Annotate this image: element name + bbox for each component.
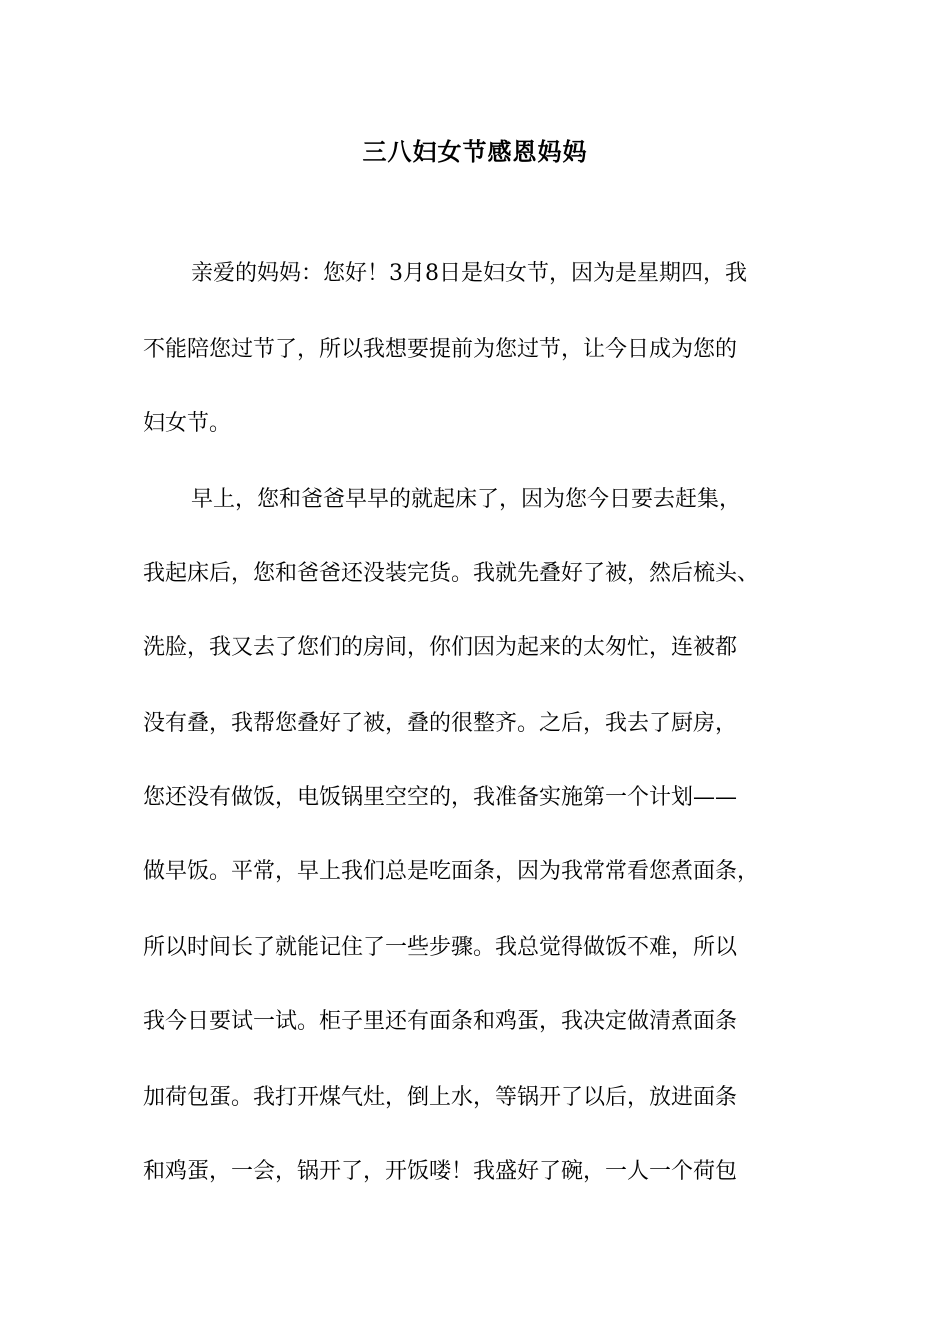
paragraph-2-line-1: 早上，您和爸爸早早的就起床了，因为您今日要去赶集， bbox=[191, 487, 742, 512]
paragraph-1-line-3: 妇女节。 bbox=[143, 411, 232, 436]
paragraph-1-line-1: 亲爱的妈妈：您好！3月8日是妇女节，因为是星期四，我 bbox=[191, 261, 747, 286]
paragraph-2-line-9: 加荷包蛋。我打开煤气灶，倒上水，等锅开了以后，放进面条 bbox=[143, 1085, 738, 1110]
paragraph-2-line-8: 我今日要试一试。柜子里还有面条和鸡蛋，我决定做清煮面条 bbox=[143, 1009, 738, 1034]
paragraph-2-line-2: 我起床后，您和爸爸还没装完货。我就先叠好了被，然后梳头、 bbox=[143, 561, 760, 586]
paragraph-2-line-3: 洗脸，我又去了您们的房间，你们因为起来的太匆忙，连被都 bbox=[143, 635, 738, 660]
paragraph-2-line-4: 没有叠，我帮您叠好了被，叠的很整齐。之后，我去了厨房， bbox=[143, 711, 738, 736]
document-title: 三八妇女节感恩妈妈 bbox=[362, 137, 588, 166]
paragraph-1-line-2: 不能陪您过节了，所以我想要提前为您过节，让今日成为您的 bbox=[143, 337, 738, 362]
paragraph-2-line-7: 所以时间长了就能记住了一些步骤。我总觉得做饭不难，所以 bbox=[143, 935, 738, 960]
paragraph-2-line-5: 您还没有做饭，电饭锅里空空的，我准备实施第一个计划—— bbox=[143, 785, 738, 810]
paragraph-2-line-10: 和鸡蛋，一会，锅开了，开饭喽！我盛好了碗，一人一个荷包 bbox=[143, 1159, 738, 1184]
paragraph-2-line-6: 做早饭。平常，早上我们总是吃面条，因为我常常看您煮面条， bbox=[143, 859, 760, 884]
